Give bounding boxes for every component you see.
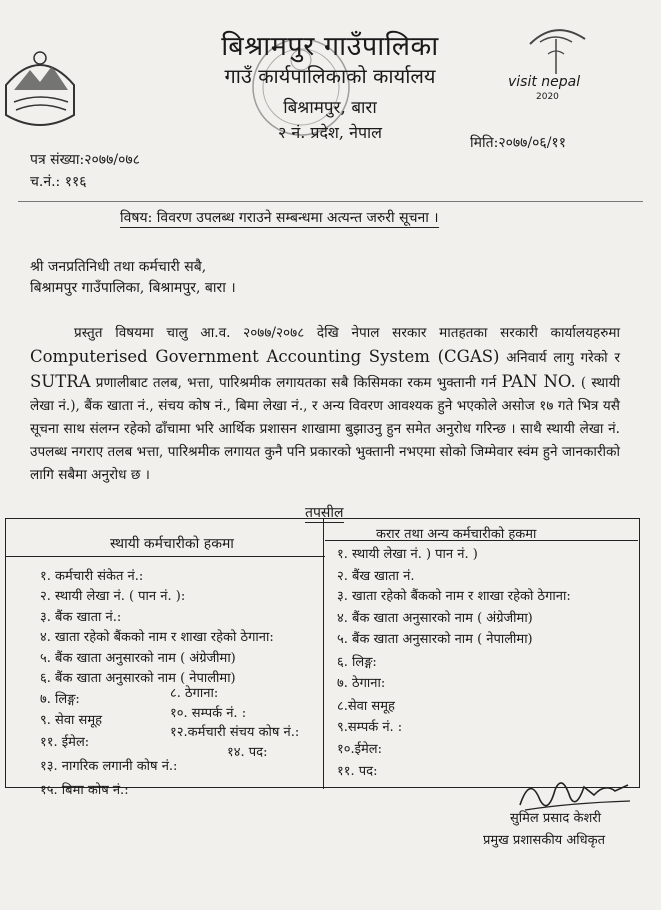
list-item: ९.सम्पर्क नं. : [337, 720, 403, 735]
visit-nepal-logo-text: visit nepal [508, 74, 581, 90]
list-item: १३. नागरिक लगानी कोष नं.: [40, 759, 178, 774]
letter-number: पत्र संख्या:२०७७/०७८ [30, 152, 140, 168]
list-item: ११. पद: [337, 764, 378, 779]
signatory-title: प्रमुख प्रशासकीय अधिकृत [483, 833, 606, 848]
list-item: ६. बैंक खाता अनुसारको नाम ( नेपालीमा) [40, 671, 236, 686]
letter-body [30, 322, 620, 487]
body-cgas: Computerised Government Accounting System (CGAS) [30, 347, 500, 366]
municipality-emblem-icon [0, 30, 80, 140]
body-part-4: ( स्थायी लेखा नं.), बैंक खाता नं., संचय कोष नं., बिमा लेखा नं., र अन्य विवरण आवश्यक हुने भएकोले असोज १७ गते भित्र यसै सूचना साथ संलग्न रहेको ढाँचामा भरि आर्थिक प्रशासन शाखामा बुझाउनु हुन समेत अनुरोध गरिन्छ । साथै स्थायी लेखा नं. उपलब्ध नगराए तलब भत्ता, पारिश्रमीक लगायत कुनै पनि प्रकारको भुक्तानी नभएमा सोको जिम्मेवार स्वंम हुने जानकारीको लागि सबैमा अनुरोध छ । [30, 375, 620, 483]
list-item: २. बैंख खाता नं. [337, 569, 415, 584]
office-place: बिश्रामपुर, बारा [283, 98, 377, 118]
office-name: बिश्रामपुर गाउँपालिका [221, 31, 439, 62]
visit-nepal-logo [500, 14, 620, 104]
right-header-rule [325, 540, 638, 541]
list-item: ९. सेवा समूह [40, 713, 103, 728]
letter-date: मिति:२०७७/०६/११ [470, 135, 566, 151]
signatory-name: सुमिल प्रसाद केशरी [510, 811, 601, 826]
office-province: २ नं. प्रदेश, नेपाल [277, 123, 383, 142]
body-pan: PAN NO. [501, 372, 576, 391]
body-sutra: SUTRA [30, 372, 91, 391]
list-item: १४. पद: [227, 745, 268, 760]
list-item: ४. खाता रहेको बैंकको नाम र शाखा रहेको ठेगाना: [40, 630, 274, 645]
list-item: ५. बैंक खाता अनुसारको नाम ( नेपालीमा) [337, 632, 533, 647]
office-subtitle: गाउँ कार्यपालिकाको कार्यालय [224, 64, 436, 88]
header-divider [18, 201, 643, 202]
list-item: २. स्थायी लेखा नं. ( पान नं. ): [40, 589, 186, 604]
permanent-staff-header: स्थायी कर्मचारीको हकमा [110, 536, 234, 552]
letter-subject: विषय: विवरण उपलब्ध गराउने सम्बन्धमा अत्यन्त जरुरी सूचना । [120, 210, 439, 226]
list-item: ७. लिङ्ग: [40, 692, 80, 707]
body-part-1: प्रस्तुत विषयमा चालु आ.व. २०७७/२०७८ देखि नेपाल सरकार मातहतका सरकारी कार्यालयहरुमा [74, 325, 620, 341]
list-item: ११. ईमेल: [40, 735, 90, 750]
list-item: १०. सम्पर्क नं. : [170, 706, 247, 721]
list-item: ७. ठेगाना: [337, 676, 386, 691]
visit-nepal-logo-year: 2020 [536, 92, 559, 102]
recipient-line-2: बिश्रामपुर गाउँपालिका, बिश्रामपुर, बारा । [30, 280, 236, 296]
list-item: १०.ईमेल: [337, 742, 383, 757]
list-item: ५. बैंक खाता अनुसारको नाम ( अंग्रेजीमा) [40, 651, 236, 666]
list-item: ८.सेवा समूह [337, 699, 395, 714]
list-item: ८. ठेगाना: [170, 686, 219, 701]
recipient-line-1: श्री जनप्रतिनिधी तथा कर्मचारी सबै, [30, 259, 207, 275]
dispatch-number: च.नं.: ११६ [30, 174, 87, 190]
body-part-2: अनिवार्य लागु गरेको र [506, 350, 620, 366]
body-part-3: प्रणालीबाट तलब, भत्ता, पारिश्रमीक लगायतका सबै किसिमका रकम भुक्तानी गर्न [95, 375, 497, 391]
list-item: १५. बिमा कोष नं.: [40, 783, 129, 798]
list-item: ६. लिङ्ग: [337, 655, 377, 670]
list-item: १२.कर्मचारी संचय कोष नं.: [170, 725, 300, 740]
list-item: १. स्थायी लेखा नं. ) पान नं. ) [337, 547, 478, 562]
list-item: ३. बैंक खाता नं.: [40, 610, 122, 625]
left-header-rule [5, 556, 325, 557]
list-item: ४. बैंक खाता अनुसारको नाम ( अंग्रेजीमा) [337, 611, 533, 626]
table-column-divider [323, 518, 324, 789]
table-caption: तपसील [305, 505, 344, 521]
list-item: ३. खाता रहेको बैंकको नाम र शाखा रहेको ठेगाना: [337, 589, 571, 604]
contract-staff-header: करार तथा अन्य कर्मचारीको हकमा [376, 527, 537, 542]
list-item: १. कर्मचारी संकेत नं.: [40, 569, 144, 584]
